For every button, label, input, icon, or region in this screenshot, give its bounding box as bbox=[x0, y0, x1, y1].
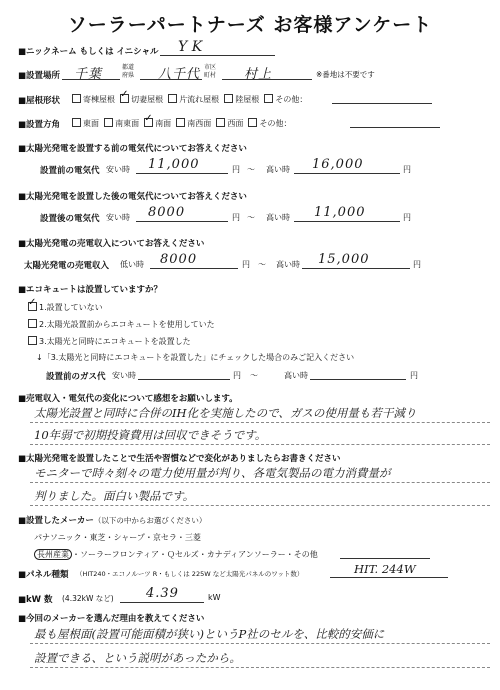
after-tilde: 〜 bbox=[247, 213, 255, 222]
roof-checkbox-1[interactable] bbox=[120, 94, 129, 103]
panel-value[interactable]: HIT. 244W bbox=[354, 562, 416, 576]
before-low-label: 安い時 bbox=[106, 165, 130, 174]
maker-qcells[interactable]: Ｑセルズ bbox=[166, 550, 199, 559]
direction-checkbox-4[interactable] bbox=[216, 118, 225, 127]
direction-checkbox-0[interactable] bbox=[72, 118, 81, 127]
reason-question: ■今回のメーカーを選んだ理由を教えてください bbox=[18, 614, 205, 624]
maker-row-1[interactable]: パナソニック・東芝・シャープ・京セラ・三菱 bbox=[34, 533, 201, 542]
location-city[interactable]: 八千代 bbox=[158, 67, 201, 82]
ecocute-checkbox-1[interactable] bbox=[28, 319, 37, 328]
gas-tilde: 〜 bbox=[250, 371, 258, 380]
ecocute-checkbox-2[interactable] bbox=[28, 336, 37, 345]
kw-label: ■kW 数 bbox=[18, 595, 53, 605]
direction-option-2[interactable]: ✓ 南面 bbox=[144, 119, 171, 128]
maker-question: ■設置したメーカー（以下の中からお選びください） bbox=[18, 516, 207, 526]
impression-line-2[interactable]: 10年弱で初期投資費用は回収できそうです。 bbox=[34, 428, 267, 442]
roof-label: ■屋根形状 bbox=[18, 96, 61, 106]
roof-option-2[interactable]: 片流れ屋根 bbox=[168, 95, 219, 104]
direction-option-1[interactable]: 南東面 bbox=[104, 119, 139, 128]
roof-checkbox-3[interactable] bbox=[224, 94, 233, 103]
ecocute-note: ↓「3.太陽光と同時にエコキュートを設置した」にチェックした場合のみご記入ください bbox=[36, 353, 355, 362]
maker-panasonic[interactable]: パナソニック bbox=[34, 533, 82, 542]
ecocute-option-0[interactable]: ✓1.設置していない bbox=[28, 302, 103, 313]
ecocute-option-2[interactable]: 3.太陽光と同時にエコキュートを設置した bbox=[28, 336, 191, 347]
nickname-label: ■ニックネーム もしくは イニシャル bbox=[18, 47, 159, 57]
income-high-value[interactable]: 15,000 bbox=[318, 252, 370, 267]
habit-line-1[interactable]: モニターで時々刻々の電力使用量が判り、各電気製品の電力消費量が bbox=[34, 466, 391, 480]
page-title: ソーラーパートナーズ お客様アンケート bbox=[67, 14, 433, 36]
kw-sub: (4.32kW など) bbox=[62, 594, 114, 603]
maker-solar-frontier[interactable]: ソーラーフロンティア bbox=[80, 550, 159, 559]
before-low-unit: 円 bbox=[232, 165, 240, 174]
maker-canadian[interactable]: カナディアンソーラー bbox=[206, 550, 286, 559]
before-high-unit: 円 bbox=[403, 165, 411, 174]
roof-checkbox-2[interactable] bbox=[168, 94, 177, 103]
impression-question: ■売電収入・電気代の変化について感想をお願いします。 bbox=[18, 394, 238, 404]
location-pref[interactable]: 千葉 bbox=[74, 67, 103, 82]
after-low-value[interactable]: 8000 bbox=[148, 205, 186, 220]
roof-option-4[interactable]: その他： bbox=[264, 95, 307, 104]
ecocute-checkbox-0[interactable] bbox=[28, 302, 37, 311]
roof-option-0[interactable]: 寄棟屋根 bbox=[72, 95, 115, 104]
direction-label: ■設置方角 bbox=[18, 120, 61, 130]
direction-checkbox-3[interactable] bbox=[176, 118, 185, 127]
after-high-label: 高い時 bbox=[266, 213, 290, 222]
maker-row-2[interactable]: 長州産業 ・ソーラーフロンティア・Ｑセルズ・カナディアンソーラー・その他 bbox=[34, 549, 318, 560]
direction-options[interactable] bbox=[72, 118, 291, 129]
income-low-value[interactable]: 8000 bbox=[160, 252, 198, 267]
gas-high-label: 高い時 bbox=[284, 371, 308, 380]
income-low-label: 低い時 bbox=[120, 260, 144, 269]
ecocute-question: ■エコキュートは設置していますか？ bbox=[18, 285, 163, 295]
maker-sharp[interactable]: シャープ bbox=[113, 533, 145, 542]
after-low-label: 安い時 bbox=[106, 213, 130, 222]
gas-label: 設置前のガス代 bbox=[46, 372, 106, 382]
habit-question: ■太陽光発電を設置したことで生活や習慣などで変化がありましたらお書きください bbox=[18, 454, 341, 464]
after-question: ■太陽光発電を設置した後の電気代についてお答えください bbox=[18, 192, 247, 202]
ecocute-option-1[interactable]: 2.太陽光設置前からエコキュートを使用していた bbox=[28, 319, 215, 330]
panel-sub: （HIT240・エコノルーツ R・もしくは 225W など太陽光パネルのワット数） bbox=[76, 570, 304, 578]
roof-checkbox-4[interactable] bbox=[264, 94, 273, 103]
before-high-value[interactable]: 16,000 bbox=[312, 157, 364, 172]
after-label: 設置後の電気代 bbox=[40, 214, 100, 224]
income-low-unit: 円 bbox=[242, 260, 250, 269]
after-high-value[interactable]: 11,000 bbox=[314, 205, 366, 220]
reason-line-2[interactable]: 設置できる、という説明があったから。 bbox=[34, 651, 241, 665]
pref-tag: 都道府県 bbox=[122, 64, 135, 79]
direction-checkbox-2[interactable] bbox=[144, 118, 153, 127]
income-label: 太陽光発電の売電収入 bbox=[24, 261, 110, 271]
direction-option-3[interactable]: 南西面 bbox=[176, 119, 211, 128]
roof-checkbox-0[interactable] bbox=[72, 94, 81, 103]
impression-line-1[interactable]: 太陽光設置と同時に合併のIH化を実施したので、ガスの使用量も若干減り bbox=[34, 406, 417, 420]
before-tilde: 〜 bbox=[247, 165, 255, 174]
gas-low-unit: 円 bbox=[233, 371, 241, 380]
income-tilde: 〜 bbox=[258, 260, 266, 269]
direction-option-5[interactable]: その他： bbox=[248, 119, 291, 128]
direction-checkbox-1[interactable] bbox=[104, 118, 113, 127]
roof-option-3[interactable]: 陸屋根 bbox=[224, 95, 259, 104]
habit-line-2[interactable]: 判りました。面白い製品です。 bbox=[34, 489, 195, 503]
income-high-label: 高い時 bbox=[276, 260, 300, 269]
location-town[interactable]: 村上 bbox=[244, 67, 273, 82]
before-high-label: 高い時 bbox=[266, 165, 290, 174]
before-question: ■太陽光発電を設置する前の電気代についてお答えください bbox=[18, 144, 247, 154]
roof-option-1[interactable]: ✓ 切妻屋根 bbox=[120, 95, 163, 104]
before-low-value[interactable]: 11,000 bbox=[148, 157, 200, 172]
gas-low-label: 安い時 bbox=[112, 371, 136, 380]
income-high-unit: 円 bbox=[413, 260, 421, 269]
direction-checkbox-5[interactable] bbox=[248, 118, 257, 127]
after-low-unit: 円 bbox=[232, 213, 240, 222]
direction-option-0[interactable]: 東面 bbox=[72, 119, 99, 128]
kw-unit: kW bbox=[208, 593, 221, 602]
maker-other[interactable]: その他 bbox=[293, 550, 318, 559]
maker-kyocera[interactable]: 京セラ bbox=[152, 533, 177, 542]
reason-line-1[interactable]: 最も屋根面(設置可能面積が狭い)というP社のセルを、比較的安価に bbox=[34, 627, 385, 641]
before-label: 設置前の電気代 bbox=[40, 166, 100, 176]
location-note: ※番地は不要です bbox=[316, 70, 375, 79]
kw-value[interactable]: 4.39 bbox=[146, 586, 179, 601]
city-tag: 市区町村 bbox=[204, 64, 217, 79]
direction-option-4[interactable]: 西面 bbox=[216, 119, 243, 128]
maker-choshu[interactable]: 長州産業 bbox=[34, 549, 72, 560]
income-question: ■太陽光発電の売電収入についてお答えください bbox=[18, 239, 205, 249]
panel-label: ■パネル種類 bbox=[18, 570, 69, 580]
gas-high-unit: 円 bbox=[410, 371, 418, 380]
after-high-unit: 円 bbox=[403, 213, 411, 222]
location-label: ■設置場所 bbox=[18, 71, 61, 81]
nickname-value[interactable]: Y K bbox=[178, 39, 203, 55]
roof-options[interactable] bbox=[72, 94, 307, 105]
maker-mitsubishi[interactable]: 三菱 bbox=[184, 533, 201, 542]
maker-toshiba[interactable]: 東芝 bbox=[89, 533, 106, 542]
